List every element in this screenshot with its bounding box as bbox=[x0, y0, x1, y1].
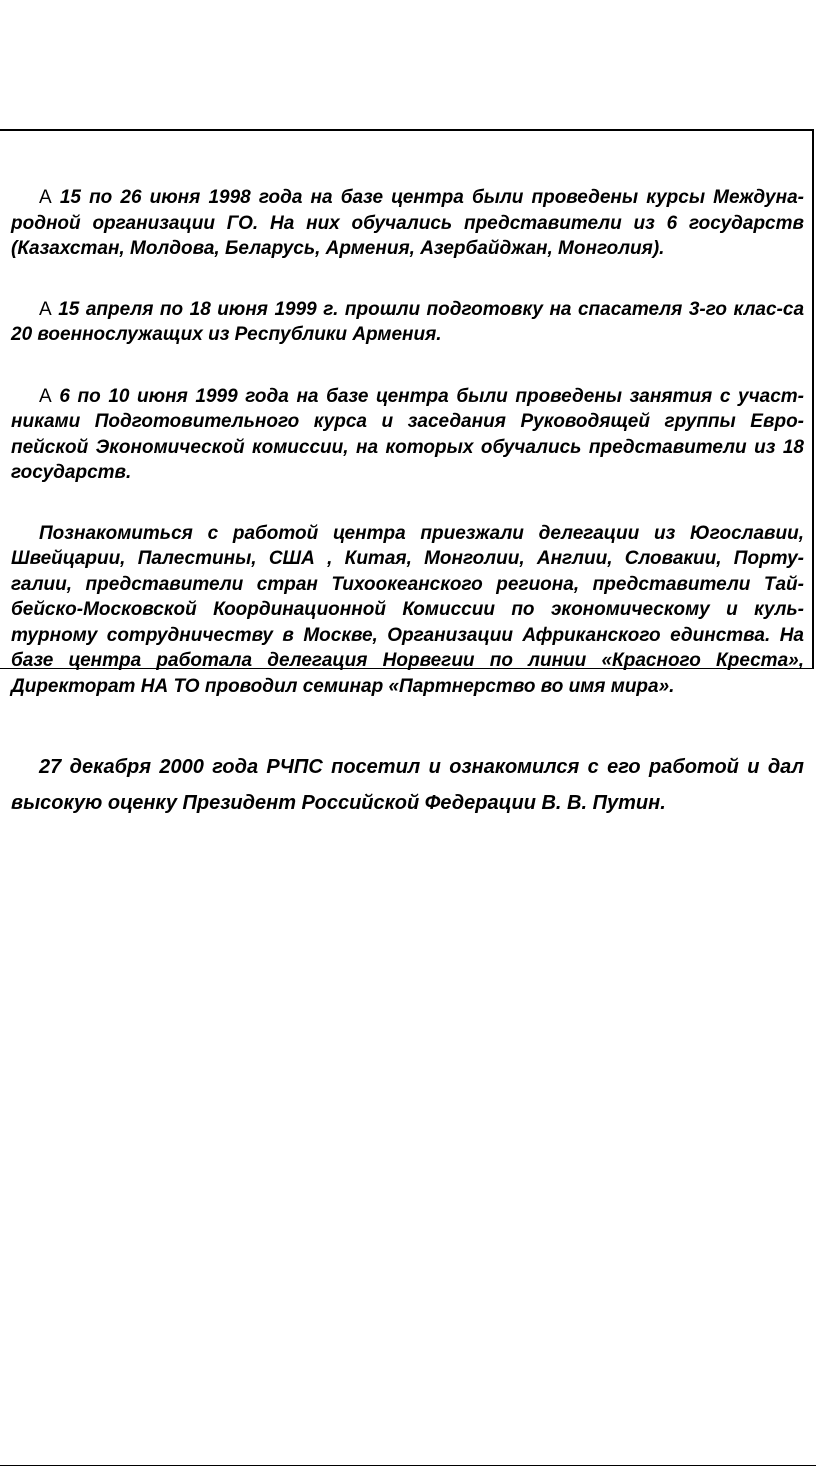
paragraph-preparatory-course-1999 bbox=[11, 384, 804, 486]
paragraph-president-visit bbox=[11, 749, 804, 821]
paragraph-text: 15 по 26 июня 1998 года на базе центра были проведены курсы Междуна-родной организации ГО. На них обучались представители из 6 государств (Казахстан, Молдова, Беларусь, Армения, Азербайджан, Монголия). bbox=[11, 187, 804, 259]
paragraph-rescuer-training-1999 bbox=[11, 297, 804, 348]
page-bottom-rule bbox=[0, 1465, 816, 1466]
document-body bbox=[11, 185, 804, 821]
paragraph-text: Познакомиться с работой центра приезжали делегации из Югославии, Швейцарии, Палестины, США , Китая, Монголии, Англии, Словакии, Порту-галии, представители стран Тихоокеанского региона, представители Тай-бейско-Московской Координационной Комиссии по экономическому и куль-турному сотрудничеству в Москве, Организации Африканского единства. На базе центра работала делегация Норвегии по линии «Красного Креста», Директорат НА ТО проводил семинар «Партнерство во имя мира». bbox=[11, 522, 804, 697]
paragraph-text: 27 декабря 2000 года РЧПС посетил и ознакомился с его работой и дал высокую оценку Президент Российской Федерации В. В. Путин. bbox=[11, 756, 804, 814]
paragraph-text: 15 апреля по 18 июня 1999 г. прошли подготовку на спасателя 3-го клас-са 20 военнослужащих из Республики Армения. bbox=[11, 298, 805, 345]
paragraph-lead-letter: А bbox=[39, 298, 52, 320]
paragraph-delegations bbox=[11, 521, 804, 700]
paragraph-text: 6 по 10 июня 1999 года на базе центра были проведены занятия с участ-никами Подготовительного курса и заседания Руководящей группы Евро-пейской Экономической комиссии, на которых обучались представители из 18 государств. bbox=[11, 385, 805, 483]
paragraph-lead-letter: А bbox=[39, 187, 52, 208]
paragraph-courses-1998 bbox=[11, 185, 804, 262]
paragraph-lead-letter: А bbox=[39, 385, 52, 407]
